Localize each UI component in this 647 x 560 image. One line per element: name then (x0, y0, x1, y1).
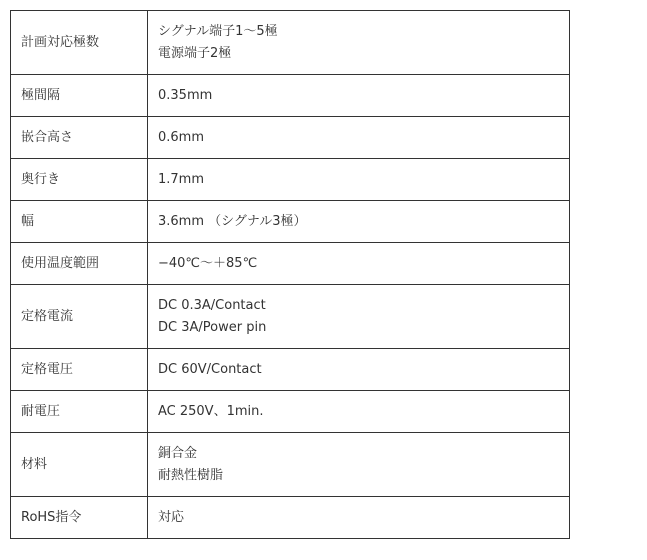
spec-value (148, 75, 570, 117)
spec-row (11, 75, 570, 117)
spec-value-line: AC 250V、1min. (158, 403, 264, 419)
spec-row (11, 285, 570, 349)
spec-label: 定格電圧 (11, 349, 148, 391)
spec-label: 材料 (11, 433, 148, 497)
spec-value-line: 0.6mm (158, 129, 205, 145)
spec-value-line: 0.35mm (158, 87, 213, 103)
spec-value-line: −40℃〜＋85℃ (158, 255, 258, 271)
spec-row (11, 201, 570, 243)
spec-label: 奥行き (11, 159, 148, 201)
spec-value-line: シグナル端子1〜5極 (158, 23, 278, 39)
spec-value (148, 201, 570, 243)
spec-label: 使用温度範囲 (11, 243, 148, 285)
spec-label: 計画対応極数 (11, 11, 148, 75)
spec-value (148, 391, 570, 433)
spec-value (148, 243, 570, 285)
spec-row (11, 11, 570, 75)
spec-value (148, 117, 570, 159)
spec-value-line: 電源端子2極 (158, 45, 232, 61)
spec-label: 定格電流 (11, 285, 148, 349)
spec-row (11, 349, 570, 391)
spec-label: 嵌合高さ (11, 117, 148, 159)
spec-value-line: 3.6mm （シグナル3極） (158, 213, 307, 229)
spec-value (148, 285, 570, 349)
spec-value-line: 耐熱性樹脂 (158, 467, 224, 483)
spec-row (11, 391, 570, 433)
spec-value (148, 349, 570, 391)
spec-value-line: 対応 (158, 509, 185, 525)
spec-value-line: 銅合金 (158, 445, 198, 461)
spec-value (148, 497, 570, 539)
spec-label: 極間隔 (11, 75, 148, 117)
spec-row (11, 117, 570, 159)
spec-value (148, 11, 570, 75)
spec-value (148, 159, 570, 201)
spec-value (148, 433, 570, 497)
spec-table-body (11, 11, 570, 539)
spec-row (11, 243, 570, 285)
spec-value-line: DC 60V/Contact (158, 361, 262, 377)
spec-value-line: DC 0.3A/Contact (158, 297, 266, 313)
spec-row (11, 433, 570, 497)
spec-label: RoHS指令 (11, 497, 148, 539)
spec-value-line: 1.7mm (158, 171, 205, 187)
spec-row (11, 159, 570, 201)
spec-table (10, 10, 570, 539)
spec-label: 幅 (11, 201, 148, 243)
spec-row (11, 497, 570, 539)
spec-value-line: DC 3A/Power pin (158, 319, 267, 335)
spec-label: 耐電圧 (11, 391, 148, 433)
